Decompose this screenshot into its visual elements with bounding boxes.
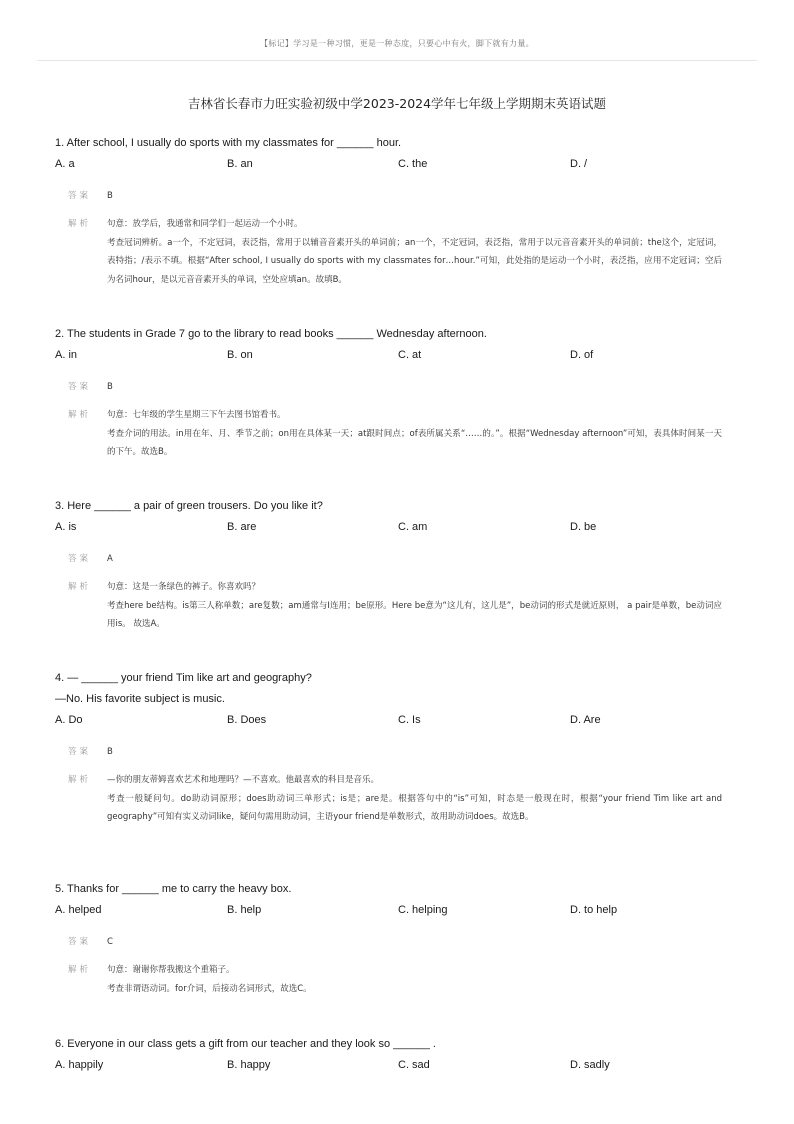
option-b: B. on	[227, 349, 253, 361]
option-c: C. Is	[398, 714, 421, 726]
analysis-block	[55, 215, 755, 289]
question-5	[55, 879, 755, 998]
analysis-translation: —你的朋友蒂姆喜欢艺术和地理吗？—不喜欢。他最喜欢的科目是音乐。	[107, 775, 380, 785]
answer-row	[55, 379, 755, 395]
option-row	[55, 1055, 755, 1076]
analysis-label: 解析	[68, 775, 92, 785]
analysis-translation: 句意：这是一条绿色的裤子。你喜欢吗？	[107, 582, 261, 592]
option-c: C. am	[398, 521, 428, 533]
question-1	[55, 133, 755, 289]
analysis-block	[55, 961, 755, 998]
answer-row	[55, 188, 755, 204]
option-d: D. to help	[570, 904, 618, 916]
analysis-explanation: 考查非谓语动词。for介词，后接动名词形式，故选C。	[107, 983, 312, 994]
answer-row	[55, 551, 755, 567]
answer-label: 答案	[68, 747, 92, 757]
analysis-translation: 句意：放学后，我通常和同学们一起运动一个小时。	[107, 219, 303, 229]
option-a: A. a	[55, 158, 75, 170]
answer-label: 答案	[68, 382, 92, 392]
option-d: D. of	[570, 349, 594, 361]
analysis-block	[55, 578, 755, 634]
option-b: B. are	[227, 521, 257, 533]
option-d: D. /	[570, 158, 588, 170]
analysis-label: 解析	[68, 582, 92, 592]
option-c: C. helping	[398, 904, 448, 916]
option-b: B. Does	[227, 714, 267, 726]
analysis-explanation: 考查here be结构。is第三人称单数；are复数；am通常与I连用；be原形。Here be意为“这儿有，这儿是”，be动词的形式是就近原则， a pair是单数，be动词应用is。 故选A。	[107, 600, 722, 629]
option-row	[55, 154, 755, 175]
question-stem: 5. Thanks for ______ me to carry the heavy box.	[55, 883, 292, 895]
analysis-explanation: 考查一般疑问句。do助动词原形；does助动词三单形式；is是；are是。根据答句中的“is”可知，时态是一般现在时，根据“your friend Tim like art and geography”可知有实义动词like，疑问句需用助动词，主语your friend是单数形式，故用助动词does。故选B。	[107, 793, 722, 822]
page-banner: 【标记】学习是一种习惯，更是一种态度，只要心中有火，脚下就有力量。	[260, 39, 534, 48]
analysis-label: 解析	[68, 965, 92, 975]
option-d: D. be	[570, 521, 597, 533]
answer-label: 答案	[68, 554, 92, 564]
option-b: B. help	[227, 904, 262, 916]
banner-divider	[37, 60, 757, 61]
analysis-explanation: 考查冠词辨析。a一个，不定冠词，表泛指，常用于以辅音音素开头的单词前；an一个，不定冠词，表泛指，常用于以元音音素开头的单词前；the这个，定冠词，表特指；/表示不填。根据“After school, I usually do sports with my classmates for…hour.”可知，此处指的是运动一个小时，表泛指，应用不定冠词；空后为名词hour，是以元音音素开头的单词，空处应填an。故填B。	[107, 237, 722, 285]
answer-label: 答案	[68, 191, 92, 201]
option-a: A. Do	[55, 714, 83, 726]
question-stem: 4. — ______ your friend Tim like art and geography?	[55, 672, 312, 684]
analysis-explanation: 考查介词的用法。in用在年、月、季节之前；on用在具体某一天；at跟时间点；of表所属关系“……的。”。根据“Wednesday afternoon”可知，表具体时间某一天的下午。故选B。	[107, 428, 722, 457]
question-stem-reply: —No. His favorite subject is music.	[55, 693, 225, 705]
question-stem: 6. Everyone in our class gets a gift from our teacher and they look so ______ .	[55, 1038, 436, 1050]
option-row	[55, 517, 755, 538]
analysis-block	[55, 771, 755, 827]
analysis-label: 解析	[68, 219, 92, 229]
question-4	[55, 668, 755, 827]
question-6	[55, 1034, 755, 1076]
option-c: C. at	[398, 349, 422, 361]
answer-value: B	[107, 191, 113, 201]
option-row	[55, 710, 755, 731]
analysis-label: 解析	[68, 410, 92, 420]
analysis-translation: 句意：谢谢你帮我搬这个重箱子。	[107, 965, 235, 975]
analysis-block	[55, 406, 755, 462]
answer-label: 答案	[68, 937, 92, 947]
answer-value: B	[107, 747, 113, 757]
option-b: B. happy	[227, 1059, 271, 1071]
question-stem: 2. The students in Grade 7 go to the library to read books ______ Wednesday afternoon.	[55, 328, 487, 340]
answer-value: B	[107, 382, 113, 392]
answer-row	[55, 744, 755, 760]
option-c: C. the	[398, 158, 428, 170]
answer-row	[55, 934, 755, 950]
question-stem: 3. Here ______ a pair of green trousers. Do you like it?	[55, 500, 323, 512]
option-row	[55, 345, 755, 366]
option-a: A. helped	[55, 904, 102, 916]
answer-value: C	[107, 937, 113, 947]
option-d: D. sadly	[570, 1059, 610, 1071]
option-c: C. sad	[398, 1059, 430, 1071]
option-d: D. Are	[570, 714, 601, 726]
option-b: B. an	[227, 158, 253, 170]
analysis-translation: 句意：七年级的学生星期三下午去图书馆看书。	[107, 410, 286, 420]
option-a: A. is	[55, 521, 77, 533]
option-a: A. happily	[55, 1059, 104, 1071]
document-title: 吉林省长春市力旺实验初级中学2023-2024学年七年级上学期期末英语试题	[187, 96, 607, 111]
question-3	[55, 496, 755, 634]
option-row	[55, 900, 755, 921]
question-2	[55, 324, 755, 462]
option-a: A. in	[55, 349, 78, 361]
answer-value: A	[107, 554, 113, 564]
question-stem: 1. After school, I usually do sports with my classmates for ______ hour.	[55, 137, 402, 149]
